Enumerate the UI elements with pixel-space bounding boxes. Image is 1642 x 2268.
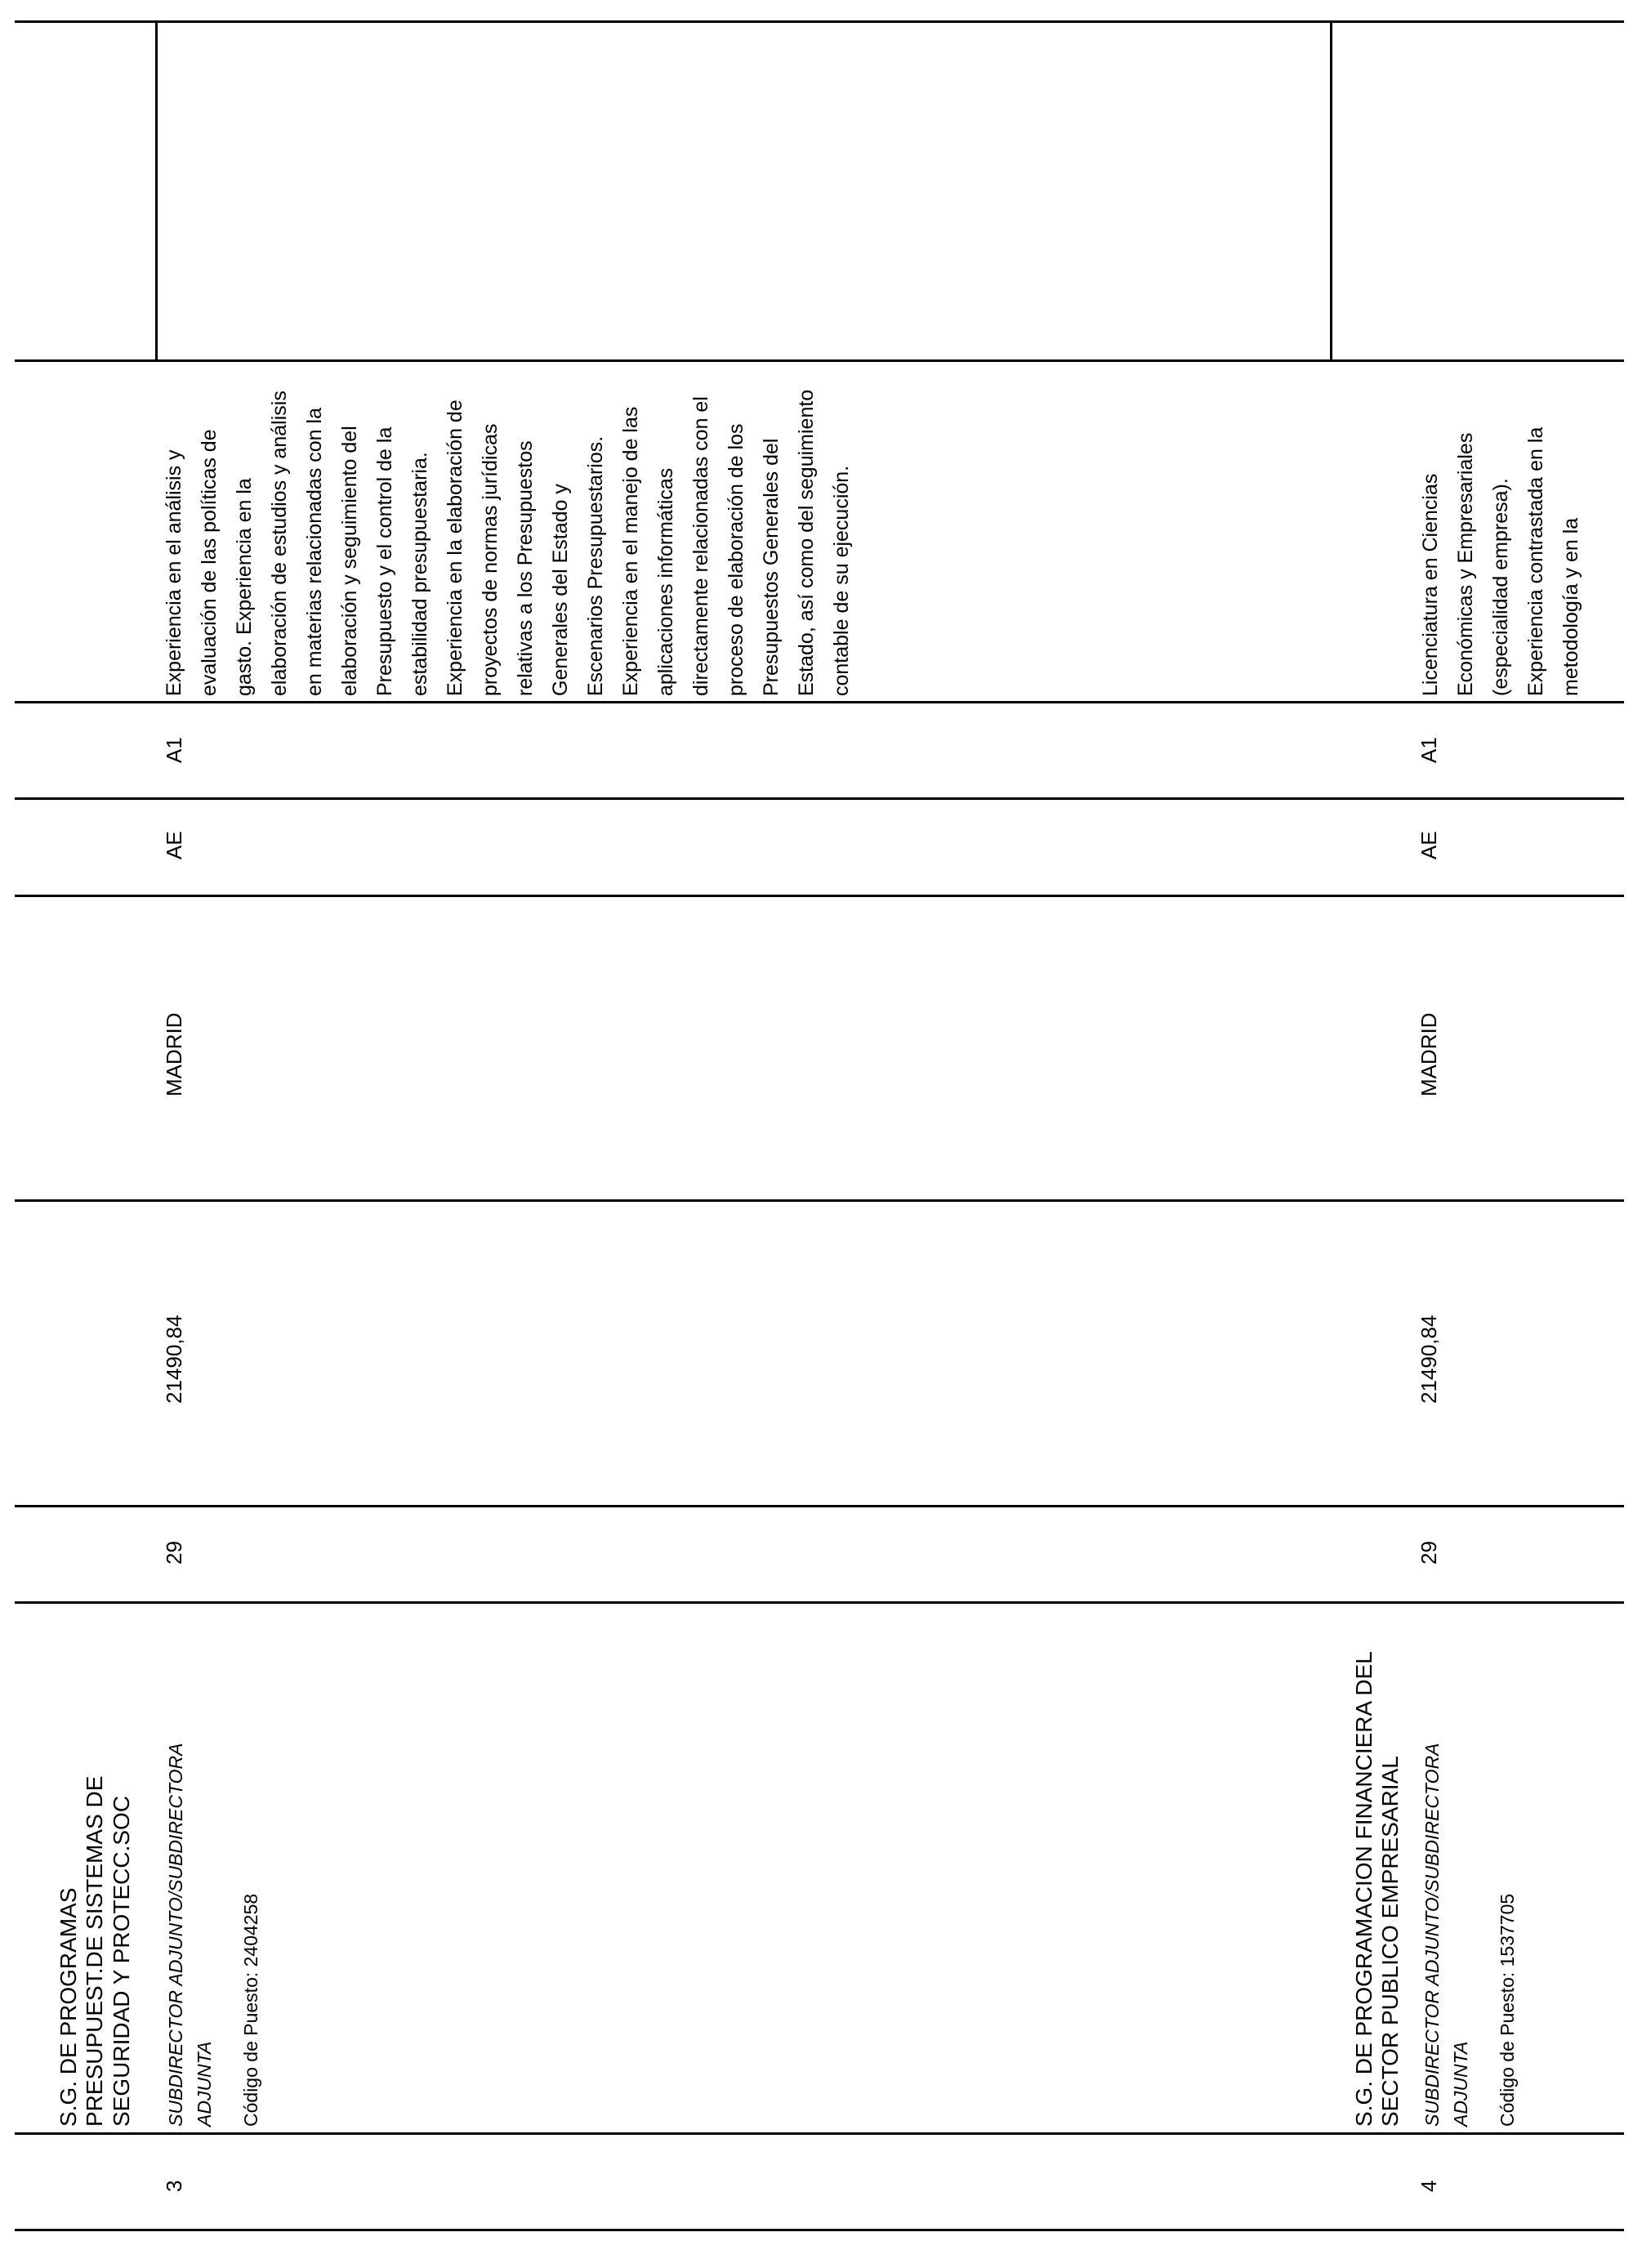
rule-requirements xyxy=(15,701,1624,703)
location-value: MADRID xyxy=(162,1012,186,1096)
rule-merits xyxy=(15,359,1624,362)
rule-group xyxy=(15,797,1624,800)
location-value: MADRID xyxy=(1417,1012,1441,1096)
row-number: 4 xyxy=(1417,2180,1441,2192)
unit-title: S.G. DE PROGRAMACION FINANCIERA DEL SECTOR PUBLICO EMPRESARIAL xyxy=(1351,1652,1403,2127)
requirements-text: Experiencia en el análisis y evaluación de las políticas de gasto. Experiencia en la elaboración de estudios y análisis en materias relacionadas con la elaboración y seguimiento del Presupuesto y el control de la estabilidad presupuestaria. Experiencia en la elaboración de proyectos de normas jurídicas relativas a los Presupuestos Generales del Estado y Escenarios Presupuestarios. Experiencia en el manejo de las aplicaciones informáticas directamente relacionadas con el proceso de elaboración de los Presupuestos Generales del Estado, así como del seguimiento contable de su ejecución. xyxy=(163,389,853,696)
level-value: 29 xyxy=(162,1541,186,1565)
rule-complement xyxy=(15,1505,1624,1507)
requirements-text: Licenciatura en Ciencias Económicas y Empresariales (especialidad empresa). Experiencia contrastada en la metodología y en la xyxy=(1419,426,1582,696)
rule-admin xyxy=(15,895,1624,897)
complement-value: 21490,84 xyxy=(162,1315,186,1404)
row-number: 3 xyxy=(162,2180,186,2192)
level-value: 29 xyxy=(1417,1541,1441,1565)
merits-divider-row4 xyxy=(1330,20,1332,360)
rule-position xyxy=(15,2132,1624,2135)
group-value: A1 xyxy=(1417,737,1441,763)
unit-title: S.G. DE PROGRAMAS PRESUPUEST.DE SISTEMAS DE SEGURIDAD Y PROTECC.SOC xyxy=(56,1775,134,2127)
rule-bottom xyxy=(15,2229,1624,2231)
admin-value: AE xyxy=(162,831,186,859)
complement-value: 21490,84 xyxy=(1417,1315,1441,1404)
rule-top xyxy=(15,20,1624,23)
position-name: SUBDIRECTOR ADJUNTO/SUBDIRECTORA ADJUNTA xyxy=(1421,1743,1471,2127)
position-code: Código de Puesto: 1537705 xyxy=(1497,1893,1518,2127)
rule-location xyxy=(15,1199,1624,1202)
admin-value: AE xyxy=(1417,831,1441,859)
position-name: SUBDIRECTOR ADJUNTO/SUBDIRECTORA ADJUNTA xyxy=(165,1743,215,2127)
position-code: Código de Puesto: 2404258 xyxy=(240,1893,261,2127)
merits-divider-row3 xyxy=(155,20,158,360)
group-value: A1 xyxy=(162,737,186,763)
